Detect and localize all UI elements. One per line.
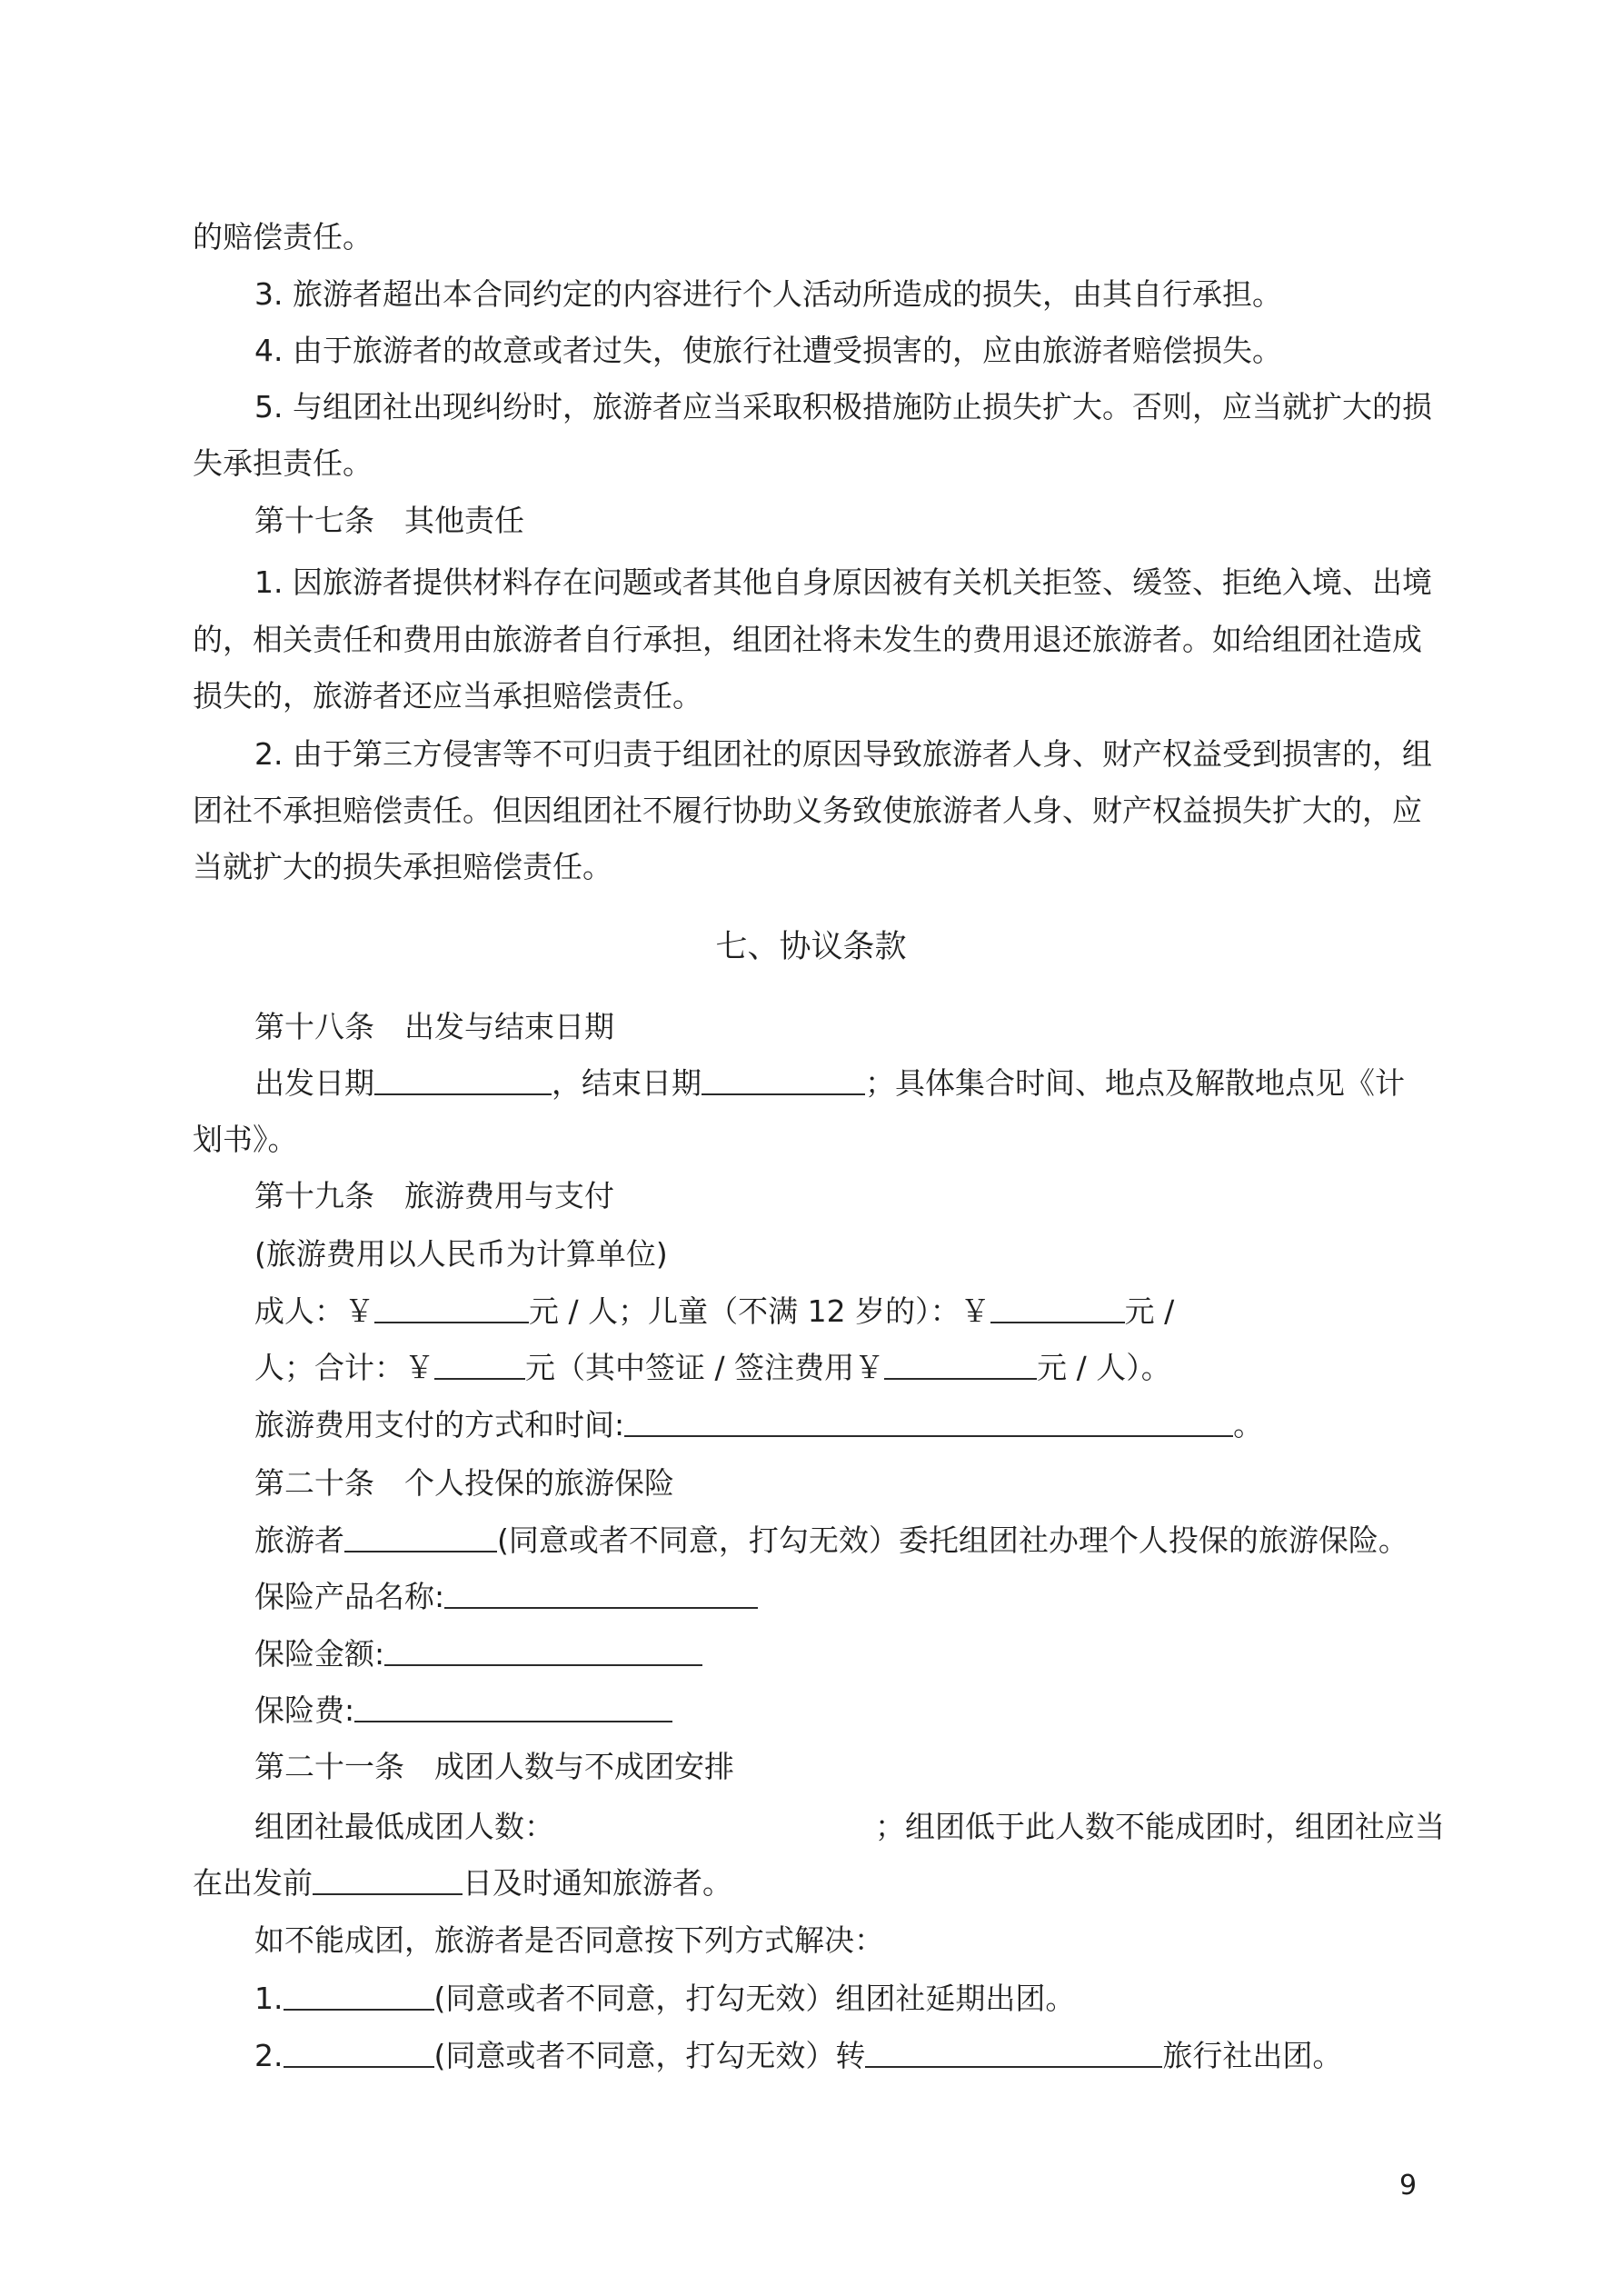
article-18-heading [254,1009,614,1045]
adult-label: 成人：￥ [254,1293,374,1329]
insurance-amount-line [254,1636,702,1672]
total-label: 人；合计：￥ [254,1350,434,1385]
page-number: 9 [1399,2170,1418,2201]
min-group-rest: ；组团低于此人数不能成团时，组团社应当 [875,1809,1445,1844]
before-label: 在出发前 [193,1865,313,1901]
clause-16-4: 4. 由于旅游者的故意或者过失，使旅行社遭受损害的，应由旅游者赔偿损失。 [254,333,1282,368]
depart-label: 出发日期 [254,1065,374,1101]
departure-rest: ；具体集合时间、地点及解散地点见《计 [865,1065,1405,1101]
option-2-end: 旅行社出团。 [1162,2038,1343,2073]
agency-name-field[interactable] [865,2039,1162,2068]
clause-17-2: 2. 由于第三方侵害等不可归责于组团社的原因导致旅游者人身、财产权益受到损害的，组 [254,736,1432,772]
option-1-field[interactable] [284,1982,434,2011]
notify-text: 日及时通知旅游者。 [463,1865,732,1901]
option-2-text: (同意或者不同意，打勾无效）转 [433,2038,866,2073]
paragraph-line: 的，相关责任和费用由旅游者自行承担，组团社将未发生的费用退还旅游者。如给组团社造成 [193,622,1422,657]
paragraph-line: 当就扩大的损失承担赔偿责任。 [193,849,612,884]
child-price-field[interactable] [990,1294,1125,1323]
paragraph-line: 团社不承担赔偿责任。但因组团社不履行协助义务致使旅游者人身、财产权益损失扩大的，应 [193,793,1422,828]
price-line-1 [254,1293,1174,1330]
adult-price-field[interactable] [374,1294,529,1323]
payment-end: 。 [1233,1407,1264,1442]
visa-fee-field[interactable] [884,1351,1037,1380]
insurance-consent-field[interactable] [344,1523,497,1552]
unit-label: 元 / [1124,1293,1175,1329]
article-21-heading [254,1749,734,1785]
article-number: 第二十一条 [254,1749,404,1784]
article-number: 第十八条 [254,1009,374,1044]
clause-16-5: 5. 与组团社出现纠纷时，旅游者应当采取积极措施防止损失扩大。否则，应当就扩大的损 [254,389,1432,424]
section-title: 七、协议条款 [715,929,907,965]
tourist-label: 旅游者 [254,1522,344,1558]
insurance-fee-line [254,1692,672,1729]
article-title: 旅游费用与支付 [404,1178,614,1213]
visa-unit-label: 元 / 人）。 [1037,1350,1171,1385]
clause-17-1: 1. 因旅游者提供材料存在问题或者其他自身原因被有关机关拒签、缓签、拒绝入境、出境 [254,564,1432,600]
insurance-amount-label: 保险金额: [254,1636,385,1672]
insurance-product-field[interactable] [444,1580,758,1609]
end-date-field[interactable] [702,1066,865,1095]
article-number: 第十九条 [254,1178,374,1213]
option-1-text: (同意或者不同意，打勾无效）组团社延期出团。 [433,1981,1076,2016]
option-2-field[interactable] [284,2039,434,2068]
total-price-field[interactable] [434,1351,525,1380]
min-group-line [254,1809,1445,1845]
paragraph-line: 损失的，旅游者还应当承担赔偿责任。 [193,678,702,714]
payment-line [254,1407,1263,1443]
insurance-fee-label: 保险费: [254,1692,355,1728]
depart-date-field[interactable] [374,1066,552,1095]
paragraph-line: 的赔偿责任。 [193,219,373,255]
insurance-product-line [254,1579,758,1615]
option-1-line [254,1981,1075,2017]
option-number: 1. [254,1981,284,2016]
paragraph-line: 划书》。 [193,1122,298,1157]
options-question: 如不能成团，旅游者是否同意按下列方式解决： [254,1922,884,1958]
option-number: 2. [254,2038,284,2073]
insurance-product-label: 保险产品名称: [254,1579,445,1614]
insurance-amount-field[interactable] [384,1637,702,1666]
article-17-heading [254,503,524,539]
end-label: ，结束日期 [552,1065,702,1101]
min-group-label: 组团社最低成团人数： [254,1809,554,1844]
notice-line [193,1865,732,1902]
clause-16-3: 3. 旅游者超出本合同约定的内容进行个人活动所造成的损失，由其自行承担。 [254,276,1282,312]
insurance-consent-text: (同意或者不同意，打勾无效）委托组团社办理个人投保的旅游保险。 [497,1522,1408,1558]
notice-days-field[interactable] [313,1866,463,1895]
payment-method-field[interactable] [624,1408,1233,1437]
visa-label: 元（其中签证 / 签注费用￥ [525,1350,885,1385]
departure-line [254,1065,1405,1102]
article-20-heading [254,1465,674,1502]
paragraph-line: 失承担责任。 [193,445,373,481]
article-number: 第二十条 [254,1465,374,1501]
article-number: 第十七条 [254,503,374,538]
insurance-consent-line [254,1522,1408,1559]
insurance-fee-field[interactable] [354,1693,672,1722]
article-title: 其他责任 [404,503,524,538]
min-group-field[interactable] [554,1809,875,1845]
price-line-2 [254,1350,1171,1386]
option-2-line [254,2038,1342,2074]
article-title: 成团人数与不成团安排 [434,1749,734,1784]
article-title: 个人投保的旅游保险 [404,1465,674,1501]
payment-label: 旅游费用支付的方式和时间: [254,1407,625,1442]
currency-note: (旅游费用以人民币为计算单位) [254,1236,668,1272]
article-title: 出发与结束日期 [404,1009,614,1044]
child-label: 元 / 人；儿童（不满 12 岁的）：￥ [529,1293,990,1329]
article-19-heading [254,1178,614,1214]
